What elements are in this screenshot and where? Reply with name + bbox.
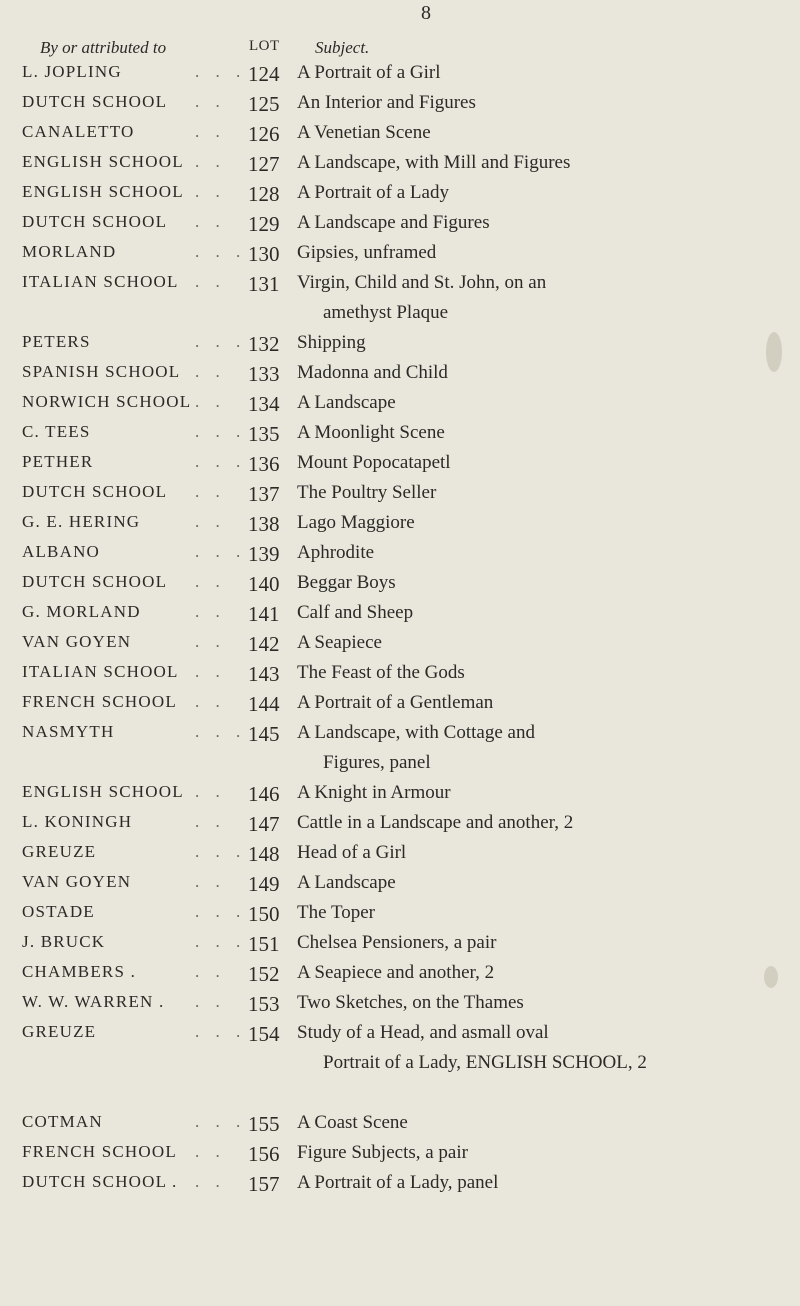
lot-number: 133 [248, 362, 280, 386]
artist-name: FRENCH SCHOOL [22, 1142, 177, 1161]
lot-number: 146 [248, 782, 280, 806]
leader-dots: . . . [195, 452, 247, 471]
lot-number: 154 [248, 1022, 280, 1046]
leader-dots: . . . [195, 902, 247, 921]
lot-number: 138 [248, 512, 280, 536]
leader-dots: . . [195, 92, 226, 111]
leader-dots: . . [195, 182, 226, 201]
subject-title: Beggar Boys [297, 572, 396, 593]
subject-title: Madonna and Child [297, 362, 448, 383]
subject-title: A Landscape, with Cottage and [297, 722, 535, 743]
subject-title: Chelsea Pensioners, a pair [297, 932, 497, 953]
artist-name: VAN GOYEN [22, 632, 132, 651]
leader-dots: . . . [195, 722, 247, 741]
artist-name: PETERS [22, 332, 91, 351]
leader-dots: . . [195, 272, 226, 291]
subject-title: Calf and Sheep [297, 602, 414, 623]
lot-number: 157 [248, 1172, 280, 1196]
artist-name: VAN GOYEN [22, 872, 132, 891]
leader-dots: . . . [195, 1022, 247, 1041]
lot-number: 129 [248, 212, 280, 236]
lot-number: 150 [248, 902, 280, 926]
subject-title: A Landscape [297, 872, 396, 893]
subject-title: A Coast Scene [297, 1112, 408, 1133]
leader-dots: . . [195, 482, 226, 501]
paper-blemish [766, 332, 782, 372]
lot-number: 149 [248, 872, 280, 896]
lot-number: 147 [248, 812, 280, 836]
lot-number: 130 [248, 242, 280, 266]
leader-dots: . . [195, 872, 226, 891]
artist-name: ENGLISH SCHOOL [22, 182, 184, 201]
page-number: 8 [421, 2, 431, 24]
lot-number: 141 [248, 602, 280, 626]
artist-name: GREUZE [22, 842, 97, 861]
leader-dots: . . [195, 632, 226, 651]
lot-number: 124 [248, 62, 280, 86]
subject-title: A Landscape and Figures [297, 212, 490, 233]
artist-name: MORLAND [22, 242, 117, 261]
subject-title: Head of a Girl [297, 842, 407, 863]
artist-name: NASMYTH [22, 722, 115, 741]
lot-number: 136 [248, 452, 280, 476]
artist-name: ALBANO [22, 542, 101, 561]
subject-title: Cattle in a Landscape and another, 2 [297, 812, 574, 833]
artist-name: C. TEES [22, 422, 91, 441]
subject-title: A Venetian Scene [297, 122, 431, 143]
leader-dots: . . [195, 512, 226, 531]
leader-dots: . . [195, 122, 226, 141]
subject-continuation: amethyst Plaque [323, 302, 449, 323]
lot-number: 125 [248, 92, 280, 116]
column-header-lot: LOT [249, 38, 280, 54]
subject-title: A Moonlight Scene [297, 422, 445, 443]
lot-number: 131 [248, 272, 280, 296]
leader-dots: . . [195, 692, 226, 711]
lot-number: 135 [248, 422, 280, 446]
artist-name: G. MORLAND [22, 602, 141, 621]
artist-name: PETHER [22, 452, 94, 471]
leader-dots: . . [195, 212, 226, 231]
leader-dots: . . [195, 152, 226, 171]
lot-number: 153 [248, 992, 280, 1016]
artist-name: J. BRUCK [22, 932, 106, 951]
leader-dots: . . . [195, 842, 247, 861]
leader-dots: . . [195, 572, 226, 591]
artist-name: CHAMBERS . [22, 962, 137, 981]
lot-number: 152 [248, 962, 280, 986]
artist-name: G. E. HERING [22, 512, 141, 531]
lot-number: 126 [248, 122, 280, 146]
leader-dots: . . [195, 962, 226, 981]
leader-dots: . . . [195, 332, 247, 351]
lot-number: 134 [248, 392, 280, 416]
subject-title: The Feast of the Gods [297, 662, 465, 683]
subject-continuation: Figures, panel [323, 752, 431, 773]
artist-name: DUTCH SCHOOL . [22, 1172, 178, 1191]
artist-name: L. JOPLING [22, 62, 122, 81]
subject-continuation: Portrait of a Lady, ENGLISH SCHOOL, 2 [323, 1052, 647, 1073]
artist-name: DUTCH SCHOOL [22, 212, 168, 231]
artist-name: NORWICH SCHOOL [22, 392, 192, 411]
artist-name: FRENCH SCHOOL [22, 692, 177, 711]
artist-name: OSTADE [22, 902, 95, 921]
lot-number: 137 [248, 482, 280, 506]
lot-number: 145 [248, 722, 280, 746]
leader-dots: . . . [195, 932, 247, 951]
leader-dots: . . [195, 1172, 226, 1191]
leader-dots: . . . [195, 422, 247, 441]
leader-dots: . . . [195, 62, 247, 81]
subject-title: Study of a Head, and asmall oval [297, 1022, 549, 1043]
artist-name: COTMAN [22, 1112, 103, 1131]
artist-name: ENGLISH SCHOOL [22, 152, 184, 171]
subject-title: A Portrait of a Lady [297, 182, 449, 203]
subject-title: Aphrodite [297, 542, 375, 563]
leader-dots: . . [195, 992, 226, 1011]
subject-title: Lago Maggiore [297, 512, 415, 533]
artist-name: DUTCH SCHOOL [22, 482, 168, 501]
artist-name: SPANISH SCHOOL [22, 362, 181, 381]
lot-number: 143 [248, 662, 280, 686]
leader-dots: . . [195, 812, 226, 831]
artist-name: ITALIAN SCHOOL [22, 272, 179, 291]
artist-name: CANALETTO [22, 122, 135, 141]
leader-dots: . . [195, 392, 226, 411]
lot-number: 127 [248, 152, 280, 176]
leader-dots: . . . [195, 542, 247, 561]
subject-title: The Toper [297, 902, 375, 923]
lot-number: 144 [248, 692, 280, 716]
lot-number: 151 [248, 932, 280, 956]
subject-title: A Seapiece and another, 2 [297, 962, 495, 983]
leader-dots: . . [195, 602, 226, 621]
artist-name: W. W. WARREN . [22, 992, 165, 1011]
subject-title: Shipping [297, 332, 366, 353]
subject-title: Mount Popocatapetl [297, 452, 451, 473]
artist-name: L. KONINGH [22, 812, 133, 831]
subject-title: Virgin, Child and St. John, on an [297, 272, 547, 293]
subject-title: A Portrait of a Girl [297, 62, 441, 83]
subject-title: A Landscape [297, 392, 396, 413]
subject-title: The Poultry Seller [297, 482, 437, 503]
lot-number: 148 [248, 842, 280, 866]
subject-title: A Knight in Armour [297, 782, 451, 803]
leader-dots: . . . [195, 1112, 247, 1131]
artist-name: DUTCH SCHOOL [22, 572, 168, 591]
paper-blemish [764, 966, 778, 988]
artist-name: ITALIAN SCHOOL [22, 662, 179, 681]
lot-number: 128 [248, 182, 280, 206]
subject-title: An Interior and Figures [297, 92, 476, 113]
leader-dots: . . . [195, 242, 247, 261]
lot-number: 155 [248, 1112, 280, 1136]
lot-number: 139 [248, 542, 280, 566]
leader-dots: . . [195, 662, 226, 681]
subject-title: A Landscape, with Mill and Figures [297, 152, 571, 173]
artist-name: DUTCH SCHOOL [22, 92, 168, 111]
lot-number: 156 [248, 1142, 280, 1166]
artist-name: ENGLISH SCHOOL [22, 782, 184, 801]
column-header-artist: By or attributed to [40, 38, 167, 57]
subject-title: A Portrait of a Lady, panel [297, 1172, 499, 1193]
artist-name: GREUZE [22, 1022, 97, 1041]
column-header-subject: Subject. [315, 38, 370, 57]
subject-title: A Portrait of a Gentleman [297, 692, 494, 713]
leader-dots: . . [195, 362, 226, 381]
leader-dots: . . [195, 782, 226, 801]
lot-number: 142 [248, 632, 280, 656]
lot-number: 132 [248, 332, 280, 356]
leader-dots: . . [195, 1142, 226, 1161]
subject-title: A Seapiece [297, 632, 382, 653]
subject-title: Figure Subjects, a pair [297, 1142, 468, 1163]
lot-number: 140 [248, 572, 280, 596]
subject-title: Two Sketches, on the Thames [297, 992, 524, 1013]
subject-title: Gipsies, unframed [297, 242, 437, 263]
